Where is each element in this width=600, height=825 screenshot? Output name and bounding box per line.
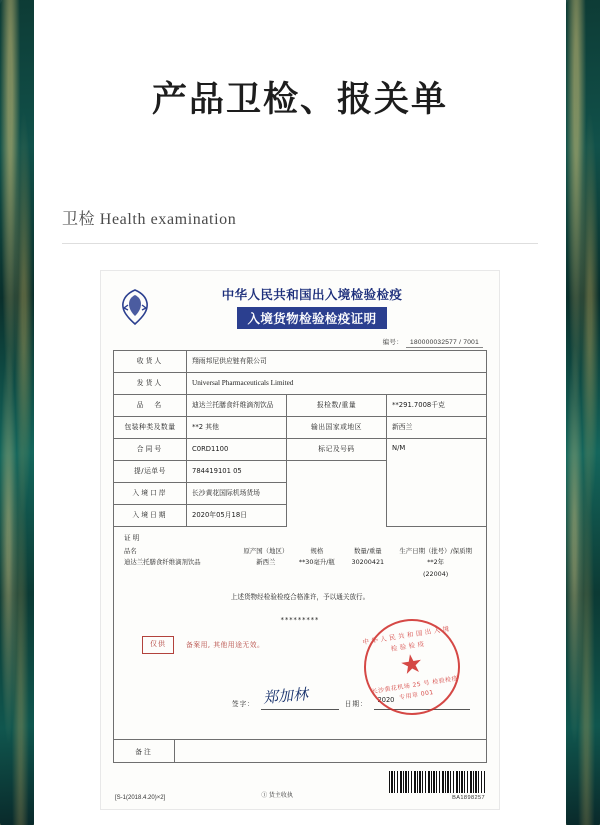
certificate-header [113, 281, 487, 331]
evidence-cell-name: 迪达兰托膳食纤维滴剂饮品 [124, 558, 201, 567]
seal-number: 长沙黄花机场 25 号 检验检疫专用章 001 [371, 674, 459, 702]
certificate-document [100, 270, 500, 810]
evidence-title: 证明 [124, 534, 142, 542]
table-row [114, 417, 487, 439]
table-row [114, 373, 487, 395]
certificate-footer [113, 763, 487, 801]
entry-date-label: 入境日期 [114, 505, 187, 527]
contract-no-value: C0RD1100 [187, 439, 287, 461]
barcode-icon [389, 771, 485, 793]
table-row [122, 546, 478, 557]
evidence-statement: 上述货物经检验检疫合格准许，予以通关放行。 [230, 593, 370, 602]
usage-note: 备案用, 其他用途无效。 [186, 640, 265, 649]
certificate-titles [163, 285, 487, 329]
origin-country-value: 新西兰 [387, 417, 487, 439]
signature-value: 郑加林 [262, 684, 309, 707]
evidence-cell-qty: 30200421 [351, 558, 385, 567]
package-label: 包装种类及数量 [114, 417, 187, 439]
origin-country-label: 输出国家或地区 [287, 417, 387, 439]
goods-name-label: 品 名 [114, 395, 187, 417]
evidence-table [122, 546, 478, 580]
bill-no-value: 784419101 05 [187, 461, 287, 483]
section-heading: 卫检 Health examination [62, 211, 237, 228]
marks-value: N/M [387, 439, 487, 527]
certificate-number [113, 331, 487, 350]
sign-date-value: 2020 [374, 695, 470, 710]
footer-copy-note: ① 货主收执 [261, 793, 293, 799]
evidence-block [113, 527, 487, 740]
certificate-title-line1: 中华人民共和国出入境检验检疫 [221, 287, 403, 302]
marks-label: 标记及号码 [287, 439, 387, 461]
evidence-header-name: 品名 [124, 547, 137, 556]
table-row [122, 557, 478, 568]
bill-no-label: 提/运单号 [114, 461, 187, 483]
package-value: **2 其他 [187, 417, 287, 439]
usage-stamp-box: 仅供 [142, 636, 174, 654]
quantity-value: **291.7008千克 [387, 395, 487, 417]
decorative-right-border [566, 0, 600, 825]
sign-date-label: 日期： [344, 700, 368, 709]
consignee-value: 翔雨邦尼供应链有限公司 [187, 351, 487, 373]
certificate-table [113, 350, 487, 527]
certificate-title-line2: 入境货物检验检疫证明 [237, 307, 386, 329]
evidence-header-spec: 规格 [310, 547, 324, 556]
remark-row [113, 740, 487, 763]
evidence-header-qty: 数量/重量 [353, 547, 382, 556]
consignor-value: Universal Pharmaceuticals Limited [187, 373, 487, 395]
consignor-label: 发货人 [114, 373, 187, 395]
decorative-left-border [0, 0, 34, 825]
barcode-area [389, 771, 485, 801]
section-divider [62, 243, 538, 244]
entry-port-value: 长沙黄花国际机场货场 [187, 483, 287, 505]
remark-label: 备注 [113, 740, 175, 763]
five-point-star-icon: ★ [397, 648, 426, 682]
evidence-cell-date-extra: (22004) [422, 569, 449, 578]
evidence-cell-date: **2年 [427, 558, 445, 567]
entry-date-value: 2020年05月18日 [187, 505, 287, 527]
signature-line [261, 684, 339, 710]
certificate-number-value: 180000032577 / 7001 [406, 339, 483, 348]
entry-port-label: 入境口岸 [114, 483, 187, 505]
table-row [114, 351, 487, 373]
page-body [34, 0, 566, 825]
evidence-header-origin: 原产国（地区） [243, 547, 289, 556]
evidence-cell-origin: 新西兰 [256, 558, 276, 567]
barcode-label: BA1898257 [452, 795, 485, 801]
customs-emblem-icon [115, 287, 155, 327]
quantity-label: 报检数/重量 [287, 395, 387, 417]
seal-arc-text: 中华人民共和国出入境检验检疫 [361, 624, 453, 654]
evidence-cell-spec: **30毫升/瓶 [298, 558, 335, 567]
table-row [114, 439, 487, 461]
evidence-stars: ********* [280, 616, 320, 625]
evidence-header-date: 生产日期（批号）/保质期 [399, 547, 472, 556]
certificate-number-label: 编号： [382, 339, 404, 346]
remark-value [175, 740, 487, 763]
consignee-label: 收货人 [114, 351, 187, 373]
page-title: 产品卫检、报关单 [151, 80, 448, 120]
footer-form-code: [S-1(2018.4.20)×2] [115, 795, 166, 801]
contract-no-label: 合同号 [114, 439, 187, 461]
table-row [122, 569, 478, 580]
signature-label: 签字： [232, 700, 255, 709]
goods-name-value: 迪达兰托膳食纤维滴剂饮品 [187, 395, 287, 417]
table-row [114, 395, 487, 417]
